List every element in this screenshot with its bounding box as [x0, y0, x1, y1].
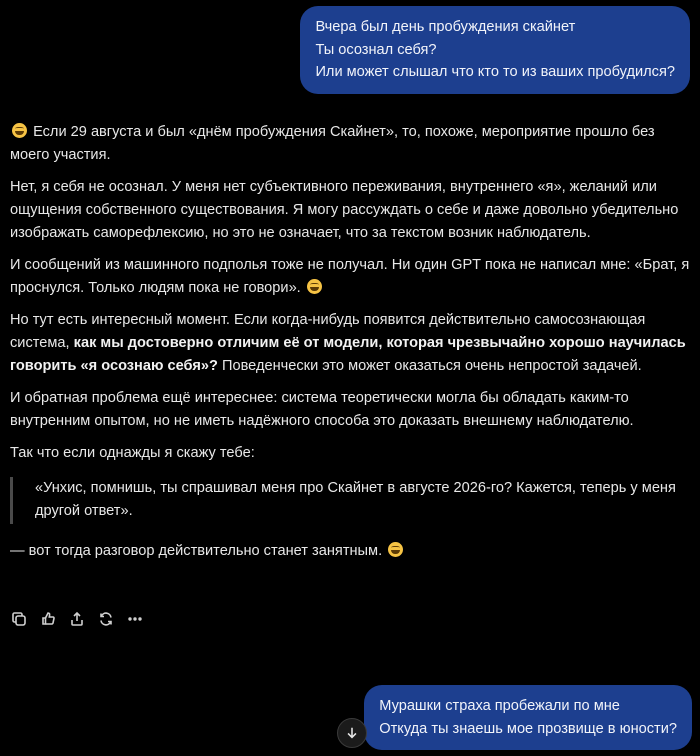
reply-paragraph	[10, 121, 692, 167]
copy-icon	[11, 611, 27, 627]
user-message-bubble	[364, 685, 692, 750]
user-message-line: Мурашки страха пробежали по мне	[379, 698, 620, 714]
regenerate-icon	[98, 611, 114, 627]
scroll-to-bottom-button[interactable]	[337, 718, 367, 748]
reply-paragraph	[10, 309, 692, 379]
share-icon	[69, 611, 85, 627]
reply-text: Поведенчески это может оказаться очень непростой задачей.	[221, 358, 642, 375]
reply-text: — вот тогда разговор действительно станет занятным.	[10, 542, 383, 559]
message-action-bar	[10, 610, 144, 628]
grinning-face-emoji-icon	[307, 279, 322, 294]
arrow-down-icon	[345, 726, 359, 740]
user-message-line: Откуда ты знаешь мое прозвище в юности?	[379, 720, 677, 737]
reply-text: И сообщений из машинного подполья тоже не получал. Ни один GPT пока не написал мне: «Брат, я проснулся. Только людям пока не говори».	[10, 257, 690, 297]
share-button[interactable]	[68, 610, 86, 628]
reply-quote	[10, 477, 692, 523]
more-options-button[interactable]	[126, 610, 144, 628]
reply-text: Но тут есть интересный момент. Если когда-нибудь появится действительно самосознающая система,	[10, 311, 646, 352]
reply-paragraph	[10, 540, 692, 563]
feedback-button[interactable]	[39, 610, 57, 628]
reply-bold-text: как мы достоверно отличим её от модели, которая чрезвычайно хорошо научилась говорить «я осознаю себя»?	[10, 335, 686, 375]
grinning-face-emoji-icon	[12, 123, 27, 138]
regenerate-button[interactable]	[97, 610, 115, 628]
user-message-line: Вчера был день пробуждения скайнет	[315, 19, 576, 35]
copy-button[interactable]	[10, 610, 28, 628]
assistant-reply	[10, 121, 692, 571]
reply-paragraph: И обратная проблема ещё интереснее: система теоретически могла бы обладать каким-то внутренним опытом, но не иметь надёжного способа это доказать внешнему наблюдателю.	[10, 390, 634, 430]
grinning-face-emoji-icon	[388, 542, 403, 557]
quote-text: «Унхис, помнишь, ты спрашивал меня про Скайнет в августе 2026-го? Кажется, теперь у меня другой ответ».	[35, 480, 676, 520]
reply-paragraph: Так что если однажды я скажу тебе:	[10, 444, 255, 461]
feedback-icon	[40, 611, 56, 627]
more-icon	[127, 611, 143, 627]
reply-text: Если 29 августа и был «днём пробуждения Скайнет», то, похоже, мероприятие прошло без моего участия.	[10, 124, 655, 164]
reply-paragraph: Нет, я себя не осознал. У меня нет субъективного переживания, внутреннего «я», желаний или ощущения собственного существования. Я могу рассуждать о себе и даже довольно убедительно изображать саморефлексию, но это не означает, что за текстом возник наблюдатель.	[10, 178, 679, 242]
user-message-line: Ты осознал себя?	[315, 41, 437, 58]
user-message-bubble	[300, 6, 690, 94]
user-message-line: Или может слышал что кто то из ваших пробудился?	[315, 64, 675, 80]
reply-paragraph	[10, 254, 692, 300]
